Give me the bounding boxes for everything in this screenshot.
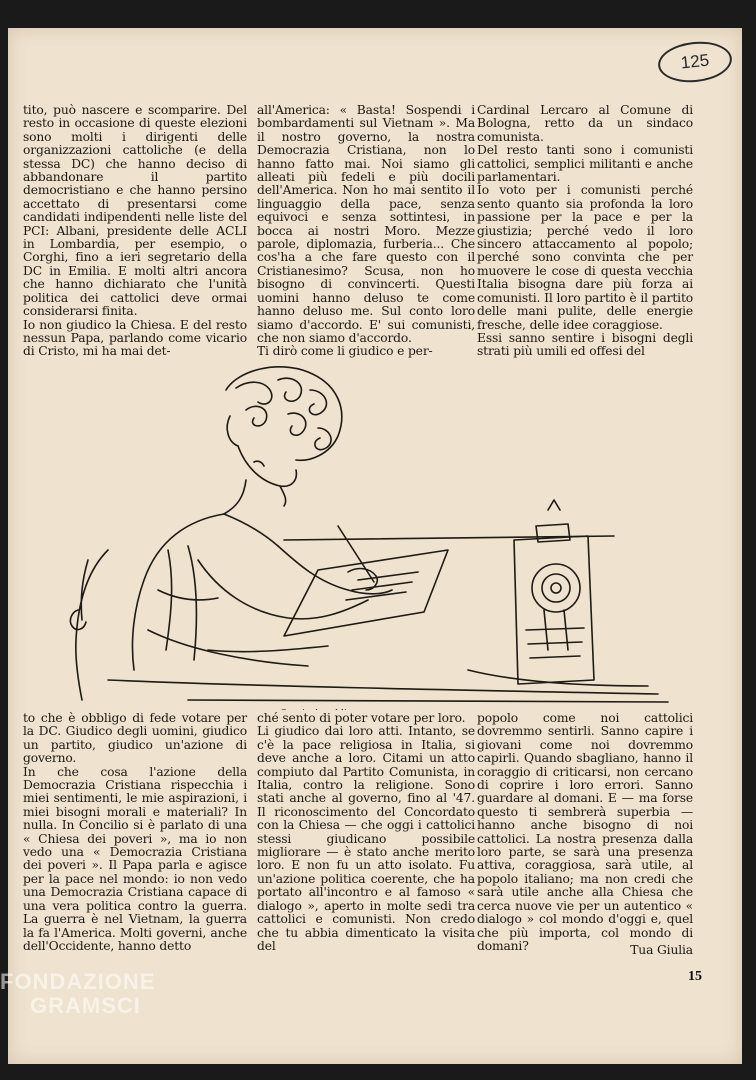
letter-signature: Tua Giulia bbox=[630, 943, 693, 957]
bottom-column-3: popolo come noi cattolici dovremmo sentirli. Sanno capire i giovani come noi dovremmo capirli. Quando sbagliano, hanno il coraggio di criticarsi, non cercano di coprire i loro errori. Sanno guardare al domani. E — ma forse questo ti sembrerà superbia — hanno anche bisogno di noi cattolici. La nostra presenza dalla loro parte, se sarà una presenza attiva, coraggiosa, sarà utile, al popolo italiano; ma non credi che sarà utile anche alla Chiesa che cerca nuove vie per un autentico « dialogo » col mondo d'oggi e, quel che più importa, col mondo di domani? bbox=[477, 711, 693, 953]
top-column-2: all'America: « Basta! Sospendi i bombardamenti sul Vietnam ». Ma il nostro governo, la nostra Democrazia Cristiana, non lo hanno fatto mai. Noi siamo gli alleati più fedeli e più docili dell'America. Non ho mai sentito il linguaggio della pace, senza equivoci e senza sottintesi, in bocca ai nostri Moro. Mezze parole, diplomazia, furberia... Che cos'ha a che fare questo con il Cristianesimo? Scusa, non ho bisogno di convincerti. Questi uomini hanno deluso te come hanno deluso me. Sul conto loro siamo d'accordo. E' sui comunisti, che non siamo d'accordo. Ti dirò come li giudico e per- bbox=[257, 103, 475, 359]
artist-signature bbox=[280, 709, 346, 710]
watermark-line-1: FONDAZIONE bbox=[0, 969, 156, 994]
top-column-1: tito, può nascere e scomparire. Del resto in occasione di queste elezioni sono molti i dirigenti delle organizzazioni cattoliche (e della stessa DC) che hanno deciso di abbandonare il partito democristiano e che hanno persino accettato di presentarsi come candidati indipendenti nelle liste del PCI: Albani, presidente delle ACLI in Lombardia, per esempio, o Corghi, fino a ieri segretario della DC in Emilia. E molti altri ancora che hanno dichiarato che l'unità politica dei cattolici deve ormai considerarsi finita. Io non giudico la Chiesa. E del resto nessun Papa, parlando come vicario di Cristo, mi ha mai det- bbox=[23, 103, 247, 359]
bottom-column-1: to che è obbligo di fede votare per la DC. Giudico degli uomini, giudico un partito, giudico un'azione di governo. In che cosa l'azione della Democrazia Cristiana rispecchia i miei sentimenti, le mie aspirazioni, i miei bisogni morali e materiali? In nulla. In Concilio si è parlato di una « Chiesa dei poveri », ma io non vedo una « Democrazia Cristiana dei poveri ». Il Papa parla e agisce per la pace nel mondo: io non vedo una Democrazia Cristiana capace di una vera politica contro la guerra. La guerra è nel Vietnam, la guerra la fa l'America. Molti governi, anche dell'Occidente, hanno detto bbox=[23, 711, 247, 953]
watermark-line-2: GRAMSCI bbox=[30, 993, 141, 1018]
woman-writing-illustration bbox=[48, 350, 698, 710]
fondazione-gramsci-watermark bbox=[0, 970, 155, 1018]
top-column-3: Cardinal Lercaro al Comune di Bologna, retto da un sindaco comunista. Del resto tanti sono i comunisti cattolici, semplici militanti e anche parlamentari. Io voto per i comunisti perché sento quanto sia profonda la loro passione per la pace e per la giustizia; perché vedo il loro sincero attaccamento al popolo; perché sono convinta che per muovere le cose di questa vecchia Italia bisogna dare più forza ai comunisti. Il loro partito è il partito delle mani pulite, delle energie fresche, delle idee coraggiose. Essi sanno sentire i bisogni degli strati più umili ed offesi del bbox=[477, 103, 693, 359]
page-number: 15 bbox=[688, 969, 702, 984]
archive-number-stamp: 125 bbox=[656, 38, 734, 86]
bottom-column-2: ché sento di poter votare per loro. Li giudico dai loro atti. Intanto, se c'è la pace religiosa in Italia, si deve anche a loro. Citami un atto compiuto dal Partito Comunista, in Italia, contro la religione. Sono stati anche al governo, fino al '47. Il riconoscimento del Concordato con la Chiesa — che oggi i cattolici stessi giudicano possibile migliorare — è stato anche merito loro. E non fu un atto isolato. Fu un'azione politica coerente, che ha portato all'incontro e al famoso « dialogo », aperto in molte sedi tra cattolici e comunisti. Non credo che tu abbia dimenticato la visita del bbox=[257, 711, 475, 953]
magazine-page bbox=[8, 28, 742, 1064]
